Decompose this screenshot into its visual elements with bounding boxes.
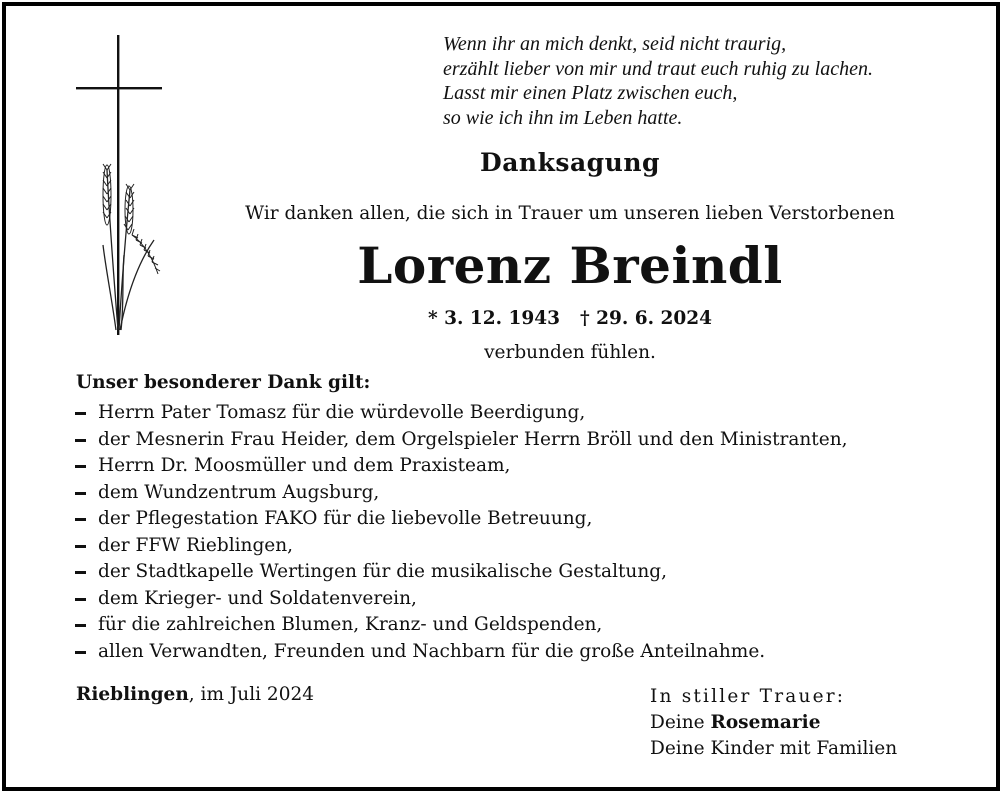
signature-prefix: Deine [650,712,711,733]
list-item: für die zahlreichen Blumen, Kranz- und Geldspenden, [75,612,848,639]
place-date [76,684,314,705]
signature-line-1: In stiller Trauer: [650,686,846,707]
thanks-heading: Unser besonderer Dank gilt: [76,372,371,393]
life-dates [320,308,820,329]
poem-line: so wie ich ihn im Leben hatte. [443,106,683,129]
thanks-list [75,400,848,665]
list-item: Herrn Pater Tomasz für die würdevolle Beerdigung, [75,400,848,427]
signature-block [650,684,897,762]
birth-date: * 3. 12. 1943 [428,308,560,329]
signature-line-3: Deine Kinder mit Familien [650,738,898,759]
wheat-icon [103,164,160,330]
outro-text: verbunden fühlen. [484,342,656,363]
date: , im Juli 2024 [188,684,315,705]
list-item: der Pflegestation FAKO für die liebevolle Betreuung, [75,506,848,533]
poem-line: erzählt lieber von mir und traut euch ruhig zu lachen. [443,57,873,80]
list-item: Herrn Dr. Moosmüller und dem Praxisteam, [75,453,848,480]
list-item: der FFW Rieblingen, [75,533,848,560]
poem [443,32,873,130]
page-title: Danksagung [480,148,660,177]
poem-line: Lasst mir einen Platz zwischen euch, [443,82,738,104]
cross-icon [76,35,162,335]
list-item: dem Krieger- und Soldatenverein, [75,586,848,613]
death-date: † 29. 6. 2024 [580,308,712,329]
deceased-name: Lorenz Breindl [357,236,783,295]
list-item: allen Verwandten, Freunden und Nachbarn für die große Anteilnahme. [75,639,848,666]
signature-line-2 [650,710,897,736]
list-item: der Mesnerin Frau Heider, dem Orgelspieler Herrn Bröll und den Ministranten, [75,427,848,454]
poem-line: Wenn ihr an mich denkt, seid nicht traurig, [443,33,787,55]
cross-with-wheat-icon [70,30,170,340]
place: Rieblingen [76,684,189,705]
list-item: dem Wundzentrum Augsburg, [75,480,848,507]
intro-text: Wir danken allen, die sich in Trauer um unseren lieben Verstorbenen [245,203,895,224]
widow-name: Rosemarie [710,712,821,733]
list-item: der Stadtkapelle Wertingen für die musikalische Gestaltung, [75,559,848,586]
